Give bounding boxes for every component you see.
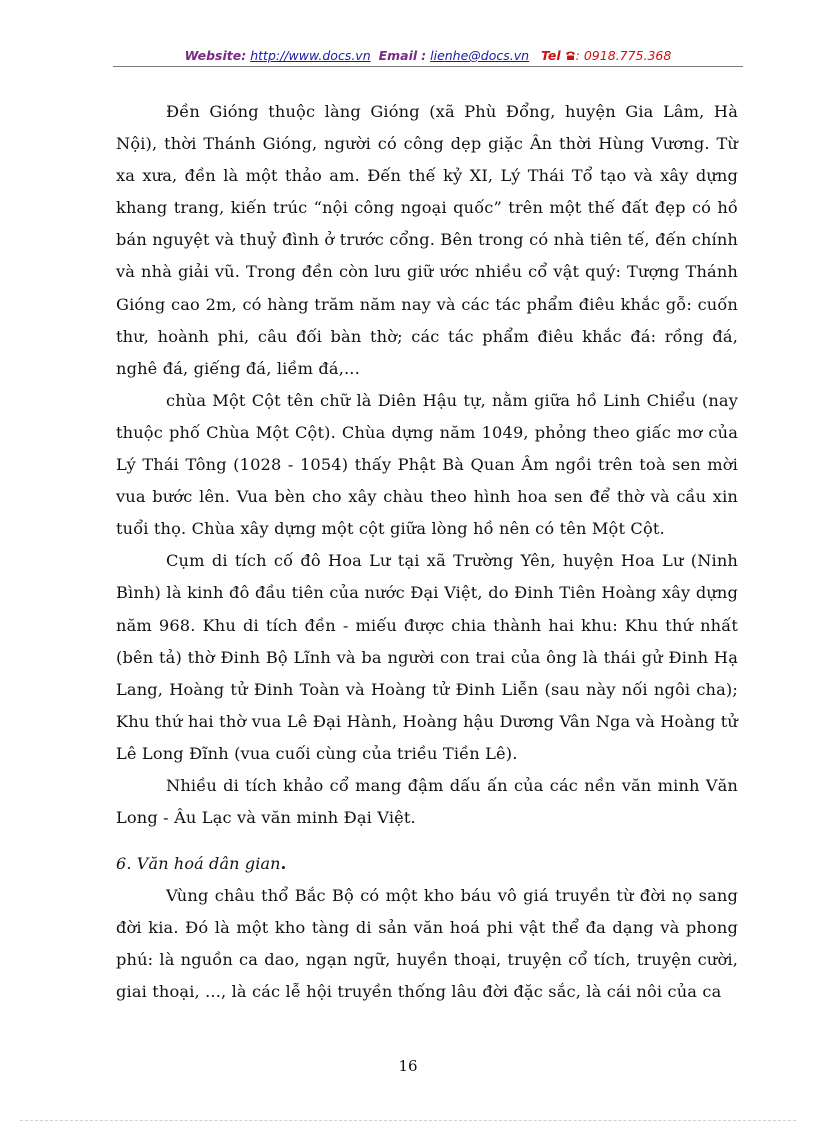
email-label: Email bbox=[378, 48, 418, 63]
page-number: 16 bbox=[398, 1057, 418, 1075]
section-heading-text: 6. Văn hoá dân gian bbox=[116, 854, 281, 874]
paragraph-van-hoa: Vùng châu thổ Bắc Bộ có một kho báu vô giá truyền từ đời nọ sang đời kia. Đó là một kho tàng di sản văn hoá phi vật thể đa dạng và phong phú: là nguồn ca dao, ngạn ngữ, huyền thoại, truyện cổ tích, truyện cười, giai thoại, ..., là các lễ hội truyền thống lâu đời đặc sắc, là cái nôi của ca bbox=[116, 886, 738, 1002]
phone-icon bbox=[565, 50, 576, 61]
paragraph-chua-mot-cot: chùa Một Cột tên chữ là Diên Hậu tự, nằm giữa hồ Linh Chiểu (nay thuộc phố Chùa Một Cột). Chùa dựng năm 1049, phỏng theo giấc mơ của Lý Thái Tông (1028 - 1054) thấy Phật Bà Quan Âm ngồi trên toà sen mời vua bước lên. Vua bèn cho xây chàu theo hình hoa sen để thờ và cầu xin tuổi thọ. Chùa xây dựng một cột giữa lòng hồ nên có tên Một Cột. bbox=[116, 390, 738, 539]
paragraph-khao-co: Nhiều di tích khảo cổ mang đậm dấu ấn của các nền văn minh Văn Long - Âu Lạc và văn minh Đại Việt. bbox=[116, 775, 738, 828]
website-link[interactable]: http://www.docs.vn bbox=[250, 48, 371, 63]
section-heading bbox=[116, 848, 738, 880]
paragraph-den-giong: Đền Gióng thuộc làng Gióng (xã Phù Đổng, huyện Gia Lâm, Hà Nội), thời Thánh Gióng, người có công dẹp giặc Ân thời Hùng Vương. Từ xa xưa, đền là một thảo am. Đến thế kỷ XI, Lý Thái Tổ tạo và xây dựng khang trang, kiến trúc “nội công ngoại quốc” trên một thế đất đẹp có hồ bán nguyệt và thuỷ đình ở trước cổng. Bên trong có nhà tiên tế, đến chính và nhà giải vũ. Trong đền còn lưu giữ ước nhiều cổ vật quý: Tượng Thánh Gióng cao 2m, có hàng trăm năm nay và các tác phẩm điêu khắc gỗ: cuốn thư, hoành phi, câu đối bàn thờ; các tác phẩm điêu khắc đá: rồng đá, nghê đá, giếng đá, liềm đá,... bbox=[116, 102, 738, 378]
tel-number[interactable]: 0918.775.368 bbox=[583, 48, 672, 63]
tel-group bbox=[541, 48, 671, 63]
paragraph-hoa-lu: Cụm di tích cố đô Hoa Lư tại xã Trường Yên, huyện Hoa Lư (Ninh Bình) là kinh đô đầu tiên của nước Đại Việt, do Đinh Tiên Hoàng xây dựng năm 968. Khu di tích đền - miếu được chia thành hai khu: Khu thứ nhất (bên tả) thờ Đinh Bộ Lĩnh và ba người con trai của ông là thái gử Đinh Hạ Lang, Hoàng tử Đinh Toàn và Hoàng tử Đinh Liễn (sau này nối ngôi cha); Khu thứ hai thờ vua Lê Đại Hành, Hoàng hậu Dương Vân Nga và Hoàng tử Lê Long Đĩnh (vua cuối cùng của triều Tiền Lê). bbox=[116, 551, 738, 763]
email-colon: : bbox=[421, 48, 427, 63]
section-spacer bbox=[116, 834, 738, 848]
website-label: Website bbox=[184, 48, 242, 63]
page-header bbox=[113, 48, 743, 64]
section-heading-period: . bbox=[280, 854, 287, 874]
website-colon: : bbox=[241, 48, 247, 63]
page-bottom-border bbox=[20, 1120, 796, 1121]
email-link[interactable]: lienhe@docs.vn bbox=[430, 48, 530, 63]
document-body bbox=[116, 96, 738, 1009]
tel-label: Tel bbox=[540, 48, 561, 63]
tel-colon: : bbox=[575, 48, 580, 63]
header-divider bbox=[113, 66, 743, 67]
